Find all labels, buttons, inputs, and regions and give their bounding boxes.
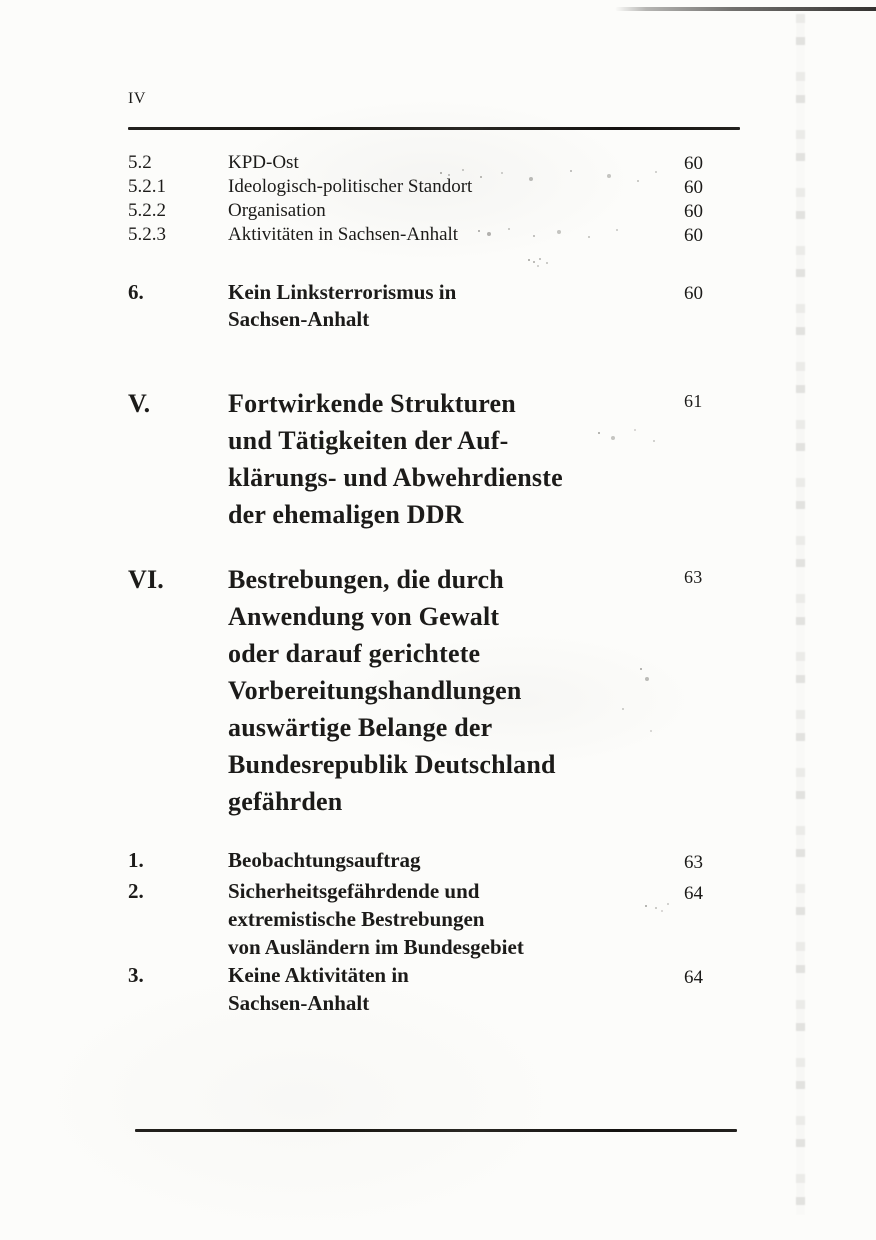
entry-title-line: oder darauf gerichtete (228, 639, 481, 668)
entry-number: 5.2 (128, 152, 152, 173)
entry-number: 5.2.1 (128, 176, 166, 197)
entry-title (228, 385, 684, 533)
entry-page-number: 60 (684, 225, 703, 246)
toc-row-3 (128, 961, 740, 1017)
toc-row-chapter-V (128, 385, 740, 533)
toc-items-block (128, 846, 740, 1017)
entry-title-line: Bestrebungen, die durch (228, 565, 504, 594)
header-rule (128, 127, 740, 130)
toc-row-2 (128, 877, 740, 961)
entry-number: VI. (128, 565, 164, 594)
entry-title-line: Sicherheitsgefährdende und (228, 879, 480, 903)
entry-title-line: Sachsen-Anhalt (228, 991, 370, 1015)
footer-rule (135, 1129, 737, 1132)
entry-number: V. (128, 389, 151, 418)
entry-number: 5.2.3 (128, 224, 166, 245)
entry-title-line: Vorbereitungshandlungen (228, 676, 522, 705)
entry-title-line: Anwendung von Gewalt (228, 602, 500, 631)
page-number-roman: IV (128, 90, 146, 107)
entry-page-number: 61 (684, 391, 703, 411)
entry-page-number: 63 (684, 567, 703, 587)
entry-page-number: 60 (684, 283, 703, 304)
toc-row-5-2-3 (128, 223, 740, 247)
entry-page-number: 64 (684, 883, 703, 904)
entry-title: Organisation (228, 200, 326, 221)
entry-title-line: von Ausländern im Bundesgebiet (228, 935, 524, 959)
entry-number: 5.2.2 (128, 200, 166, 221)
entry-title (228, 961, 684, 1017)
entry-title (228, 846, 684, 874)
entry-title: Ideologisch-politischer Standort (228, 176, 473, 197)
entry-title (228, 279, 684, 333)
entry-number: 2. (128, 879, 144, 903)
entry-title-line: Bundesrepublik Deutschland (228, 750, 556, 779)
entry-number: 6. (128, 280, 144, 304)
toc-content (128, 0, 740, 1132)
entry-title-line: der ehemaligen DDR (228, 500, 464, 529)
entry-title-line: Fortwirkende Strukturen (228, 389, 516, 418)
toc-row-chapter-VI (128, 561, 740, 820)
entry-title: KPD-Ost (228, 152, 299, 173)
entry-page-number: 60 (684, 153, 703, 174)
entry-title-line: auswärtige Belange der (228, 713, 493, 742)
entry-title: Aktivitäten in Sachsen-Anhalt (228, 224, 459, 245)
toc-row-1 (128, 846, 740, 877)
toc-subsection-block (128, 151, 740, 247)
entry-title-line: extremistische Bestrebungen (228, 907, 485, 931)
entry-page-number: 63 (684, 852, 703, 873)
entry-title-line: gefährden (228, 787, 343, 816)
entry-title-line: Kein Linksterrorismus in (228, 280, 457, 304)
entry-title (228, 561, 684, 820)
entry-title-line: und Tätigkeiten der Auf- (228, 426, 509, 455)
entry-title-line: klärungs- und Abwehrdienste (228, 463, 563, 492)
toc-row-5-2-2 (128, 199, 740, 223)
entry-title-line: Beobachtungsauftrag (228, 848, 421, 872)
entry-title (228, 877, 684, 961)
entry-title-line: Sachsen-Anhalt (228, 307, 370, 331)
toc-row-5-2 (128, 151, 740, 175)
entry-page-number: 60 (684, 177, 703, 198)
toc-row-6 (128, 279, 740, 333)
scan-artifact-binding-edge (796, 14, 805, 1215)
entry-title-line: Keine Aktivitäten in (228, 963, 409, 987)
entry-number: 3. (128, 963, 144, 987)
toc-row-5-2-1 (128, 175, 740, 199)
entry-page-number: 60 (684, 201, 703, 222)
entry-number: 1. (128, 848, 144, 872)
entry-page-number: 64 (684, 967, 703, 988)
